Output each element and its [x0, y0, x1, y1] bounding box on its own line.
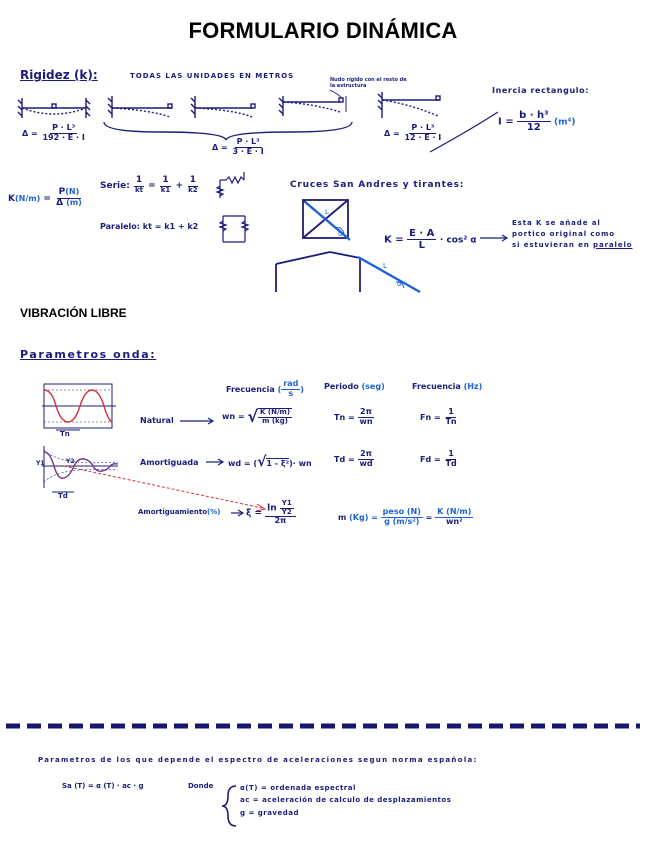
tn-tag: Tn: [60, 430, 70, 438]
delta-guided: Δ = $\frac{\text{P · L³}}{12 \cdot E \cdot I}$: [384, 123, 442, 142]
k-definition: K(N/m) = $\frac{P(N)}{\Delta (m)}$: [8, 187, 82, 208]
amortiguada-label: Amortiguada: [140, 458, 199, 467]
cruces-label: Cruces San Andres y tirantes:: [290, 180, 465, 190]
inercia-label: Inercia rectangulo:: [492, 86, 590, 95]
donde-brace: [222, 786, 236, 826]
units-note: TODAS LAS UNIDADES EN METROS: [130, 72, 295, 80]
donde-item: ac = aceleración de calculo de desplazamientos: [240, 796, 452, 805]
beam-fixed-fixed-diagram: [18, 98, 90, 118]
paralelo-formula: Paralelo: kt = k1 + k2: [100, 222, 199, 231]
beam-cantilever-diagram-2: [191, 96, 255, 118]
rigidez-heading: Rigidez (k):: [20, 68, 98, 82]
wd-formula: wd = (√1 - ξ²)· wn: [228, 454, 312, 470]
col-periodo: Periodo (seg): [324, 382, 385, 391]
sa-formula: Sa (T) = α (T) · ac · g: [62, 782, 144, 790]
natural-label: Natural: [140, 416, 174, 425]
tirante-highlight: [358, 257, 420, 292]
serie-formula: Serie: $\frac{1}{kt}$ = $\frac{1}{k1}$ + $\frac{1}{k2}$: [100, 175, 198, 194]
td-formula: Td = $\frac{2\pi}{wd}$: [334, 449, 373, 468]
delta-fixed-fixed: Δ = $\frac{\text{P · L³}}{192 \cdot E \cdot I}$: [22, 123, 85, 142]
delta-cantilever: Δ = $\frac{\text{P · L³}}{3 \cdot E \cdot I}$: [212, 137, 264, 156]
rigid-node-note: Nudo rígido con el resto de la estructura: [330, 77, 407, 89]
wn-formula: wn = √ $\frac{K (N/m)}{m (kg)}$: [222, 407, 291, 426]
gable-frame-diagram: [276, 252, 360, 292]
fd-formula: Fd = $\frac{1}{Td}$: [420, 449, 457, 468]
cross-L-label: L: [325, 208, 329, 216]
tn-formula: Tn = $\frac{2\pi}{wn}$: [334, 407, 373, 426]
donde-item: α(T) = ordenada espectral: [240, 784, 356, 792]
donde-label: Donde: [188, 782, 214, 790]
beam-cantilever-diagram: [108, 96, 172, 118]
cross-alpha-label: α: [338, 230, 343, 238]
y1-tag: Y1: [36, 460, 45, 467]
page-title: FORMULARIO DINÁMICA: [188, 18, 458, 43]
vibracion-heading: VIBRACIÓN LIBRE: [20, 306, 127, 320]
col-frecuencia-rad: Frecuencia ( $\frac{\text{rad}}{s}$ ): [226, 379, 304, 398]
td-tag: Td: [58, 492, 68, 500]
spring-series-diagram: [217, 172, 244, 198]
inercia-formula: I = $\frac{\text{b · h³}}{12}$ (m⁴): [498, 110, 576, 133]
donde-list: [240, 782, 451, 819]
k-cos-formula: K = $\frac{E \cdot A}{L}$ · cos² α: [384, 228, 477, 251]
espectro-heading: Parametros de los que depende el espectro de aceleraciones segun norma española:: [38, 756, 478, 764]
spring-parallel-diagram: [220, 216, 248, 242]
col-frecuencia-hz: Frecuencia (Hz): [412, 382, 483, 391]
tirante-alpha-label: α: [397, 280, 402, 288]
beam-rigid-node-diagram: [279, 90, 346, 116]
param-onda-heading: Parametros onda:: [20, 348, 157, 361]
mass-formula: m (Kg) = $\frac{\text{peso (N)}}{\text{g (m/s²)}}$ = $\frac{K (N/m)}{\text{wn²}}$: [338, 507, 472, 526]
donde-item: g = gravedad: [240, 808, 299, 817]
y2-tag: Y2: [66, 458, 75, 465]
beam-guided-diagram: [378, 92, 440, 118]
amortiguamiento-label: Amortiguamiento(%): [138, 508, 221, 516]
xi-formula: ξ = ln $\frac{Y1}{Y2}$ 2π: [246, 500, 296, 526]
xi-dashed-arrow: [64, 466, 262, 508]
natural-vibration-plot: [42, 384, 116, 430]
fn-formula: Fn = $\frac{1}{Tn}$: [420, 407, 457, 426]
paralelo-note: Esta K se añade al portico original como si estuvieran en paralelo: [512, 219, 633, 249]
tirante-L-label: L: [383, 262, 387, 270]
